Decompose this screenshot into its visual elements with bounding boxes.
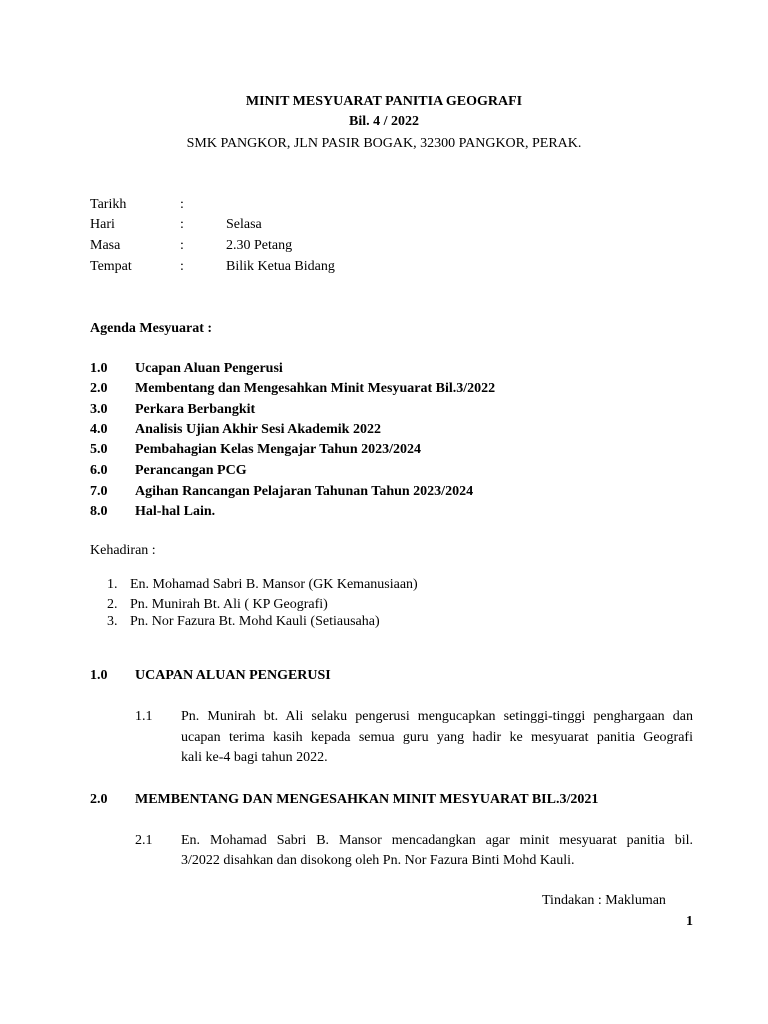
agenda-item-text: Analisis Ujian Akhir Sesi Akademik 2022 [135,422,381,437]
meeting-number: Bil. 4 / 2022 [348,114,419,129]
agenda-item-text: Ucapan Aluan Pengerusi [135,361,283,376]
section-title: UCAPAN ALUAN PENGERUSI [135,668,331,683]
detail-separator: : [180,259,184,274]
agenda-item-text: Perancangan PCG [135,463,247,478]
detail-value-tempat: Bilik Ketua Bidang [226,259,335,274]
paragraph-line: Pn. Munirah bt. Ali selaku pengerusi mengucapkan setinggi-tinggi penghargaan dan [181,709,693,724]
attendee-number: 2. [107,597,118,612]
section-title: MEMBENTANG DAN MENGESAHKAN MINIT MESYUARAT BIL.3/2021 [135,792,599,807]
detail-label-hari: Hari [90,217,115,232]
document-title: MINIT MESYUARAT PANITIA GEOGRAFI [245,94,523,109]
agenda-item-text: Hal-hal Lain. [135,504,216,519]
agenda-item-number: 5.0 [90,442,108,457]
section-number: 2.0 [90,792,108,807]
paragraph-line: 3/2022 disahkan dan disokong oleh Pn. Nor Fazura Binti Mohd Kauli. [181,853,575,868]
agenda-item-number: 2.0 [90,381,108,396]
subsection-number: 2.1 [135,833,153,848]
attendee-name: Pn. Munirah Bt. Ali ( KP Geografi) [130,597,328,612]
agenda-item-text: Membentang dan Mengesahkan Minit Mesyuarat Bil.3/2022 [135,381,496,396]
section-number: 1.0 [90,668,108,683]
detail-separator: : [180,197,184,212]
paragraph-line: En. Mohamad Sabri B. Mansor mencadangkan agar minit mesyuarat panitia bil. [181,833,693,848]
agenda-item-text: Agihan Rancangan Pelajaran Tahunan Tahun 2023/2024 [135,484,474,499]
attendee-number: 3. [107,614,118,629]
detail-separator: : [180,238,184,253]
detail-label-tarikh: Tarikh [90,197,127,212]
detail-label-masa: Masa [90,238,121,253]
detail-separator: : [180,217,184,232]
agenda-item-number: 6.0 [90,463,108,478]
paragraph-line: kali ke-4 bagi tahun 2022. [181,750,328,765]
agenda-item-number: 3.0 [90,402,108,417]
attendance-heading: Kehadiran : [90,543,156,558]
action-note: Tindakan : Makluman [542,893,666,908]
page-number: 1 [686,914,693,929]
subsection-number: 1.1 [135,709,153,724]
school-address: SMK PANGKOR, JLN PASIR BOGAK, 32300 PANGKOR, PERAK. [186,136,582,151]
agenda-heading: Agenda Mesyuarat : [90,321,213,336]
attendee-number: 1. [107,577,118,592]
paragraph-line: ucapan terima kasih kepada semua guru yang hadir ke mesyuarat panitia Geografi [181,730,693,745]
agenda-item-number: 4.0 [90,422,108,437]
attendee-name: En. Mohamad Sabri B. Mansor (GK Kemanusiaan) [130,577,418,592]
detail-value-hari: Selasa [226,217,262,232]
agenda-item-number: 8.0 [90,504,108,519]
agenda-item-text: Pembahagian Kelas Mengajar Tahun 2023/2024 [135,442,422,457]
detail-label-tempat: Tempat [90,259,132,274]
attendee-name: Pn. Nor Fazura Bt. Mohd Kauli (Setiausaha) [130,614,380,629]
agenda-item-number: 1.0 [90,361,108,376]
agenda-item-text: Perkara Berbangkit [135,402,256,417]
agenda-item-number: 7.0 [90,484,108,499]
detail-value-masa: 2.30 Petang [226,238,293,253]
